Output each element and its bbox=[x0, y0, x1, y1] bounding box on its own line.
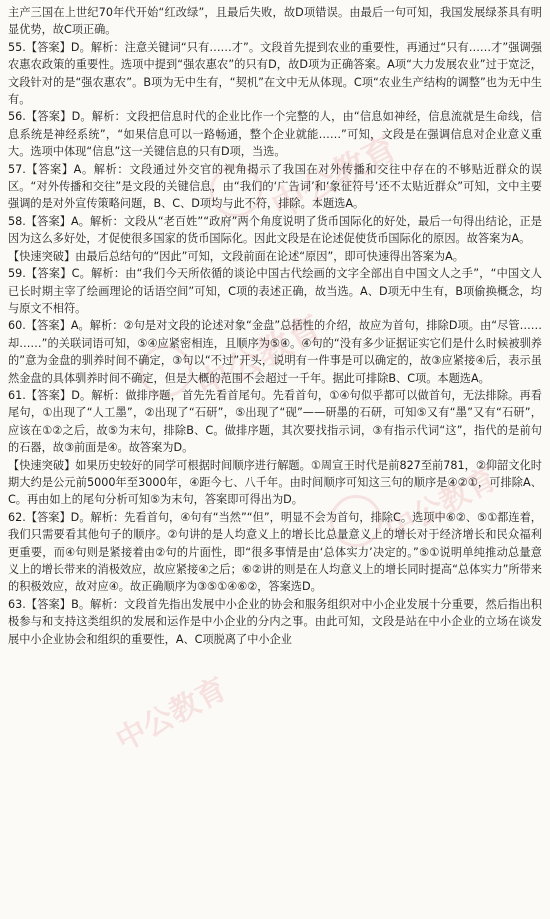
paragraph-q57: 57.【答案】A。解析：文段通过外交官的视角揭示了我国在对外传播和交往中存在的不够贴近群众的误区。“对外传播和交往”是文段的关键信息，由“我们的‘广告词’和‘象征符号’还不太贴近群众”可知，文中主要强调的是对外宣传策略问题，B、C、D项均与此不符，排除。本题选A。 bbox=[8, 162, 542, 211]
paragraph-q62: 62.【答案】D。解析：先看首句，④句有“当然”“但”，明显不会为首句，排除C。选项中⑥②、⑤①都连着，我们只需要看其他句子的顺序。②句讲的是人均意义上的增长比总量意义上的增长对于经济增长和民众福利更重要，而④句则是紧接着由②句的片面性，即“很多事情是由‘总体实力’决定的。”⑤①说明单纯推动总量意义上的增长带来的消极效应，故应紧接④之后；⑥②讲的则是在人均意义上的增长同时提高“总体实力”所带来的积极效应，故对应④。故正确顺序为③⑤①④⑥②，答案选D。 bbox=[8, 510, 542, 594]
paragraph-q56: 56.【答案】D。解析：文段把信息时代的企业比作一个完整的人，由“信息如神经，信息流就是生命线，信息系统是神经系统”，“如果信息可以一路畅通，整个企业就能……”可知，文段是在强调信息对企业意义重大。选项中体现“信息”这一关键信息的只有D项，当选。 bbox=[8, 110, 542, 159]
paragraph-q58-quick-tip: 【快速突破】由最后总结句的“因此”可知，文段前面在论述“原因”，即可快速得出答案为A。 bbox=[8, 249, 464, 263]
paragraph-q61: 61.【答案】D。解析：做排序题，首先先看首尾句。先看首句，①④句似乎都可以做首句，无法排除。再看尾句，①出现了“人工墨”，②出现了“石研”，⑤出现了“砚”——研墨的石研，可知⑤又有“墨”又有“石研”，应该在①②之后，故⑤为末句，排除B、C。做排序题，其次要找指示词，③有指示代词“这”，指代的是前句的石器，故③前面是④。故答案为D。 bbox=[8, 388, 542, 455]
watermark-text: 中公教育 bbox=[110, 671, 233, 759]
watermark-text: 中公教育 bbox=[190, 308, 330, 408]
paragraph-q55: 55.【答案】D。解析：注意关键词“只有……才”。文段首先提到农业的重要性，再通过“只有……才”强调强农惠农政策的重要性。选项中提到“强农惠农”的只有D，故D项为正确答案。A项“大力发展农业”过于宽泛，文段针对的是“强农惠农”。B项为无中生有，“契机”在文中无从体现。C项“农业生产结构的调整”也为无中生有。 bbox=[8, 40, 542, 107]
paragraph-q63: 63.【答案】B。解析：文段首先指出发展中小企业的协会和服务组织对中小企业发展十分重要，然后指出积极参与和支持这类组织的发展和运作是中小企业的分内之事。由此可知，文段是站在中小企业的立场在谈发展中小企业协会和组织的重要性，A、C项脱离了中小企业 bbox=[8, 597, 542, 646]
answer-explanation-page bbox=[8, 4, 542, 648]
paragraph-q54-tail: 主产三国在上世纪70年代开始“红改绿”，且最后失败，故D项错误。由最后一句可知，我国发展绿茶具有明显优势，故C项正确。 bbox=[8, 6, 542, 37]
paragraph-q61-quick-tip: 【快速突破】如果历史较好的同学可根据时间顺序进行解题。①周宣王时代是前827至前781，②仰韶文化时期大约是公元前5000年至3000年，④距今七、八千年。由时间顺序可知这三句的顺序是④②①，可排除A、C。再由如上的尾句分析可知⑤为末句，答案即可得出为D。 bbox=[8, 458, 542, 507]
watermark-text: 中公教育 bbox=[380, 461, 503, 549]
paragraph-q58: 58.【答案】A。解析：文段从“老百姓”“政府”两个角度说明了货币国际化的好处，最后一句得出结论，正是因为这么多好处，才促使很多国家的货币国际化。因此文段是在论述促使货币国际化的原因。故答案为A。 bbox=[8, 214, 542, 246]
paragraph-q59: 59.【答案】C。解析：由“我们今天所依循的谈论中国古代绘画的文字全部出自中国文人之手”，“中国文人已长时期主宰了绘画理论的话语空间”可知，C项的表述正确，故当选。A、D项无中生有，B项偷换概念，均与原文不相符。 bbox=[8, 267, 542, 315]
watermark-text: 中公教育 bbox=[265, 128, 405, 228]
paragraph-q60: 60.【答案】A。解析：②句是对文段的论述对象“金盘”总括性的介绍，故应为首句，排除D项。由“尽管……却……”的关联词语可知，⑤④应紧密相连，且顺序为⑤④。④句的“没有多少证据证实它们是什么时候被驯养的”意为金盘的驯养时间不确定，③句以“不过”开头，说明有一件事是可以确定的，故③应紧接④后，表示虽然金盘的具体驯养时间不确定，但是大概的范围不会超过一千年。据此可排除B、C项。本题选A。 bbox=[8, 319, 542, 385]
